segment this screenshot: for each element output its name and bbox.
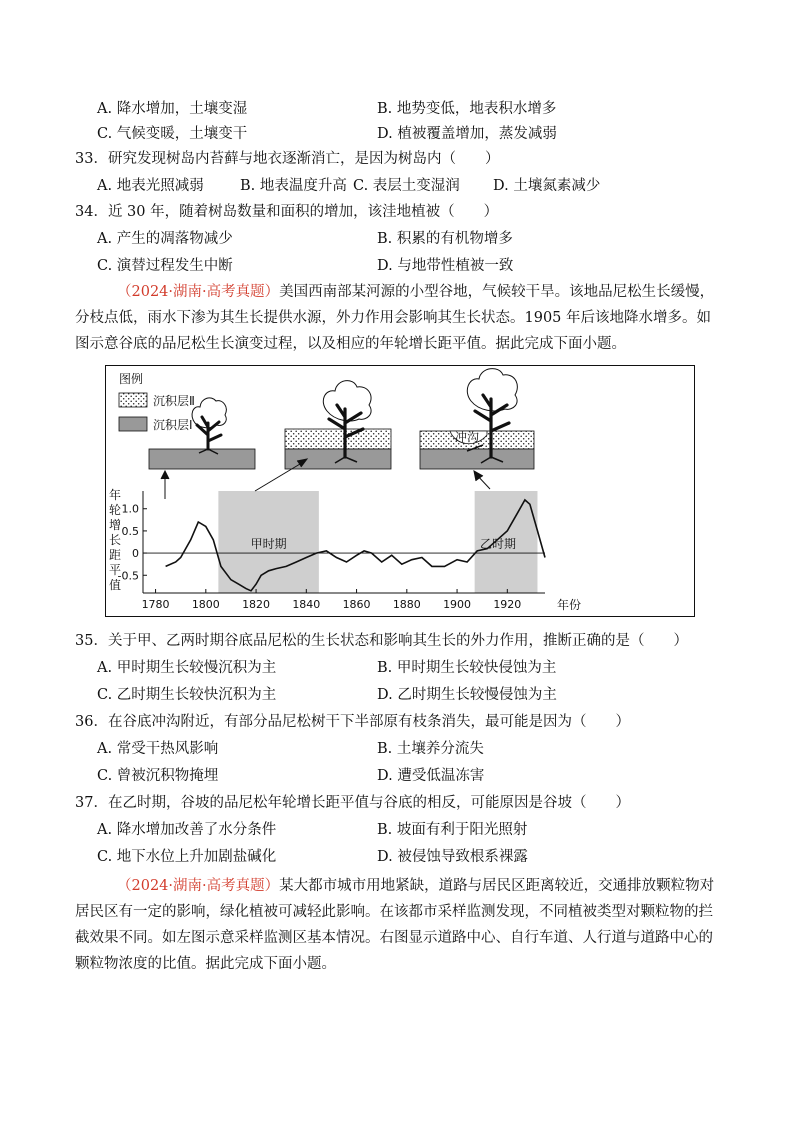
option-text: 地表光照减弱	[116, 178, 204, 194]
option-text: 降水增加，土壤变湿	[116, 101, 248, 117]
period-label-yi: 乙时期	[480, 536, 517, 551]
y-axis-label-char: 长	[109, 533, 122, 547]
y-axis-label-char: 轮	[109, 503, 122, 517]
q34-option-d[interactable]	[377, 256, 513, 276]
option-text: 土壤养分流失	[396, 741, 484, 757]
option-label: B.	[377, 822, 393, 838]
q33-option-c[interactable]	[353, 176, 460, 196]
source-tag: （2024·湖南·高考真题）	[117, 878, 280, 894]
q35-option-a[interactable]	[97, 658, 276, 678]
option-text: 被侵蚀导致根系裸露	[397, 849, 528, 865]
y-axis-label-char: 年	[109, 488, 122, 502]
option-label: A.	[97, 101, 113, 117]
passage-text: 美国西南部某河源的小型谷地，气候较干旱。该地品尼松生长缓慢，分枝点低，雨水下渗为其生长提供水源，外力作用会影响其生长状态。1905 年后该地降水增多。如图示意谷底的品尼松生长演变过程，以及相应的年轮增长距平值。据此完成下面小题。	[75, 284, 715, 352]
option-label: D.	[377, 768, 393, 784]
option-text: 表层土变湿润	[372, 178, 460, 194]
q34-option-a[interactable]	[97, 229, 233, 249]
x-tick-label: 1780	[141, 598, 170, 611]
question-text: 近 30 年，随着树岛数量和面积的增加，该洼地植被（ ）	[107, 204, 499, 220]
option-label: D.	[493, 178, 509, 194]
y-tick-label: 0	[132, 547, 139, 561]
x-tick-label: 1840	[292, 598, 321, 611]
q33-option-a[interactable]	[97, 176, 204, 196]
source-tag: （2024·湖南·高考真题）	[117, 284, 280, 300]
passage-2	[75, 873, 725, 977]
prev-option-d[interactable]	[377, 124, 557, 144]
option-text: 降水增加改善了水分条件	[116, 822, 277, 838]
option-label: B.	[377, 101, 393, 117]
question-text: 关于甲、乙两时期谷底品尼松的生长状态和影响其生长的外力作用，推断正确的是（ ）	[107, 633, 688, 649]
passage-text: 某大都市城市用地紧缺，道路与居民区距离较近，交通排放颗粒物对居民区有一定的影响，绿化植被可减轻此影响。在该都市采样监测发现，不同植被类型对颗粒物的拦截效果不同。如左图示意采样监测区基本情况。右图显示道路中心、自行车道、人行道与道路中心的颗粒物浓度的比值。据此完成下面小题。	[75, 878, 715, 972]
prev-option-a[interactable]	[97, 99, 247, 119]
question-text: 研究发现树岛内苔藓与地衣逐渐消亡，是因为树岛内（ ）	[107, 151, 500, 167]
option-text: 乙时期生长较慢侵蚀为主	[397, 687, 557, 703]
question-number: 35．	[75, 633, 108, 649]
y-tick-label: -0.5	[117, 569, 139, 583]
x-tick-label: 1880	[392, 598, 421, 611]
q37-option-b[interactable]	[377, 820, 527, 840]
option-text: 地势变低，地表积水增多	[396, 101, 557, 117]
option-text: 遭受低温冻害	[397, 768, 485, 784]
question-36-stem	[75, 712, 630, 732]
y-axis-label	[109, 487, 121, 592]
option-label: D.	[377, 849, 393, 865]
option-label: D.	[377, 126, 393, 142]
prev-option-c[interactable]	[97, 124, 247, 144]
x-axis-label: 年份	[557, 598, 582, 612]
x-tick-label: 1920	[493, 598, 522, 611]
option-text: 土壤氮素减少	[513, 178, 601, 194]
legend-swatch-layer-2	[119, 393, 147, 407]
figure-svg	[105, 365, 695, 617]
q36-option-d[interactable]	[377, 766, 484, 786]
y-tick-label: 1.0	[121, 502, 139, 516]
question-33-stem	[75, 149, 499, 169]
y-tick-label: 0.5	[121, 524, 139, 538]
period-label-jia: 甲时期	[250, 536, 287, 551]
y-axis-label-char: 距	[109, 548, 122, 562]
option-label: A.	[97, 231, 113, 247]
q36-option-a[interactable]	[97, 739, 218, 759]
option-text: 曾被沉积物掩埋	[116, 768, 219, 784]
question-number: 37．	[75, 795, 108, 811]
legend-title: 图例	[119, 372, 144, 386]
option-text: 甲时期生长较快侵蚀为主	[396, 660, 557, 676]
question-34-stem	[75, 202, 498, 222]
option-text: 乙时期生长较快沉积为主	[116, 687, 277, 703]
q37-option-a[interactable]	[97, 820, 276, 840]
option-text: 积累的有机物增多	[396, 231, 513, 247]
q33-option-d[interactable]	[493, 176, 600, 196]
option-text: 与地带性植被一致	[397, 258, 514, 274]
option-label: B.	[377, 660, 393, 676]
question-37-stem	[75, 793, 630, 813]
question-number: 33．	[75, 151, 108, 167]
prev-option-b[interactable]	[377, 99, 556, 119]
x-tick-label: 1800	[191, 598, 220, 611]
option-label: C.	[97, 126, 113, 142]
legend-label-layer-2: 沉积层Ⅱ	[153, 394, 195, 408]
y-axis-label-char: 值	[109, 578, 122, 592]
option-text: 地下水位上升加剧盐碱化	[116, 849, 277, 865]
option-label: A.	[97, 822, 113, 838]
option-label: A.	[97, 178, 113, 194]
q34-option-c[interactable]	[97, 256, 233, 276]
question-35-stem	[75, 631, 688, 651]
option-label: C.	[97, 849, 113, 865]
q37-option-c[interactable]	[97, 847, 276, 867]
option-text: 植被覆盖增加，蒸发减弱	[397, 126, 557, 142]
option-label: B.	[377, 231, 393, 247]
question-text: 在乙时期，谷坡的品尼松年轮增长距平值与谷底的相反，可能原因是谷坡（ ）	[107, 795, 630, 811]
option-text: 气候变暖，土壤变干	[116, 126, 248, 142]
q35-option-d[interactable]	[377, 685, 557, 705]
y-axis-label-char: 增	[109, 518, 122, 532]
passage-1	[75, 279, 725, 357]
q36-option-c[interactable]	[97, 766, 218, 786]
q35-option-b[interactable]	[377, 658, 556, 678]
x-tick-label: 1860	[342, 598, 371, 611]
option-label: D.	[377, 687, 393, 703]
option-label: B.	[240, 178, 256, 194]
option-text: 常受干热风影响	[116, 741, 219, 757]
option-text: 甲时期生长较慢沉积为主	[116, 660, 277, 676]
y-axis-label-char: 平	[109, 563, 122, 577]
x-tick-label: 1900	[443, 598, 472, 611]
option-label: C.	[97, 768, 113, 784]
option-label: A.	[97, 741, 113, 757]
q37-option-d[interactable]	[377, 847, 528, 867]
option-label: D.	[377, 258, 393, 274]
option-text: 地表温度升高	[259, 178, 347, 194]
question-number: 34．	[75, 204, 108, 220]
question-text: 在谷底冲沟附近，有部分品尼松树干下半部原有枝条消失，最可能是因为（ ）	[107, 714, 630, 730]
q35-option-c[interactable]	[97, 685, 276, 705]
figure-pine-growth	[105, 365, 695, 617]
x-tick-label: 1820	[242, 598, 271, 611]
option-label: A.	[97, 660, 113, 676]
option-label: B.	[377, 741, 393, 757]
option-label: C.	[353, 178, 369, 194]
legend-swatch-layer-1	[119, 417, 147, 431]
q34-option-b[interactable]	[377, 229, 513, 249]
option-text: 演替过程发生中断	[116, 258, 233, 274]
q33-option-b[interactable]	[240, 176, 347, 196]
option-label: C.	[97, 687, 113, 703]
q36-option-b[interactable]	[377, 739, 484, 759]
option-text: 产生的凋落物减少	[116, 231, 233, 247]
option-label: C.	[97, 258, 113, 274]
gully-label: 冲沟	[455, 430, 480, 444]
option-text: 坡面有利于阳光照射	[396, 822, 528, 838]
legend-label-layer-1: 沉积层Ⅰ	[153, 418, 193, 432]
question-number: 36．	[75, 714, 108, 730]
